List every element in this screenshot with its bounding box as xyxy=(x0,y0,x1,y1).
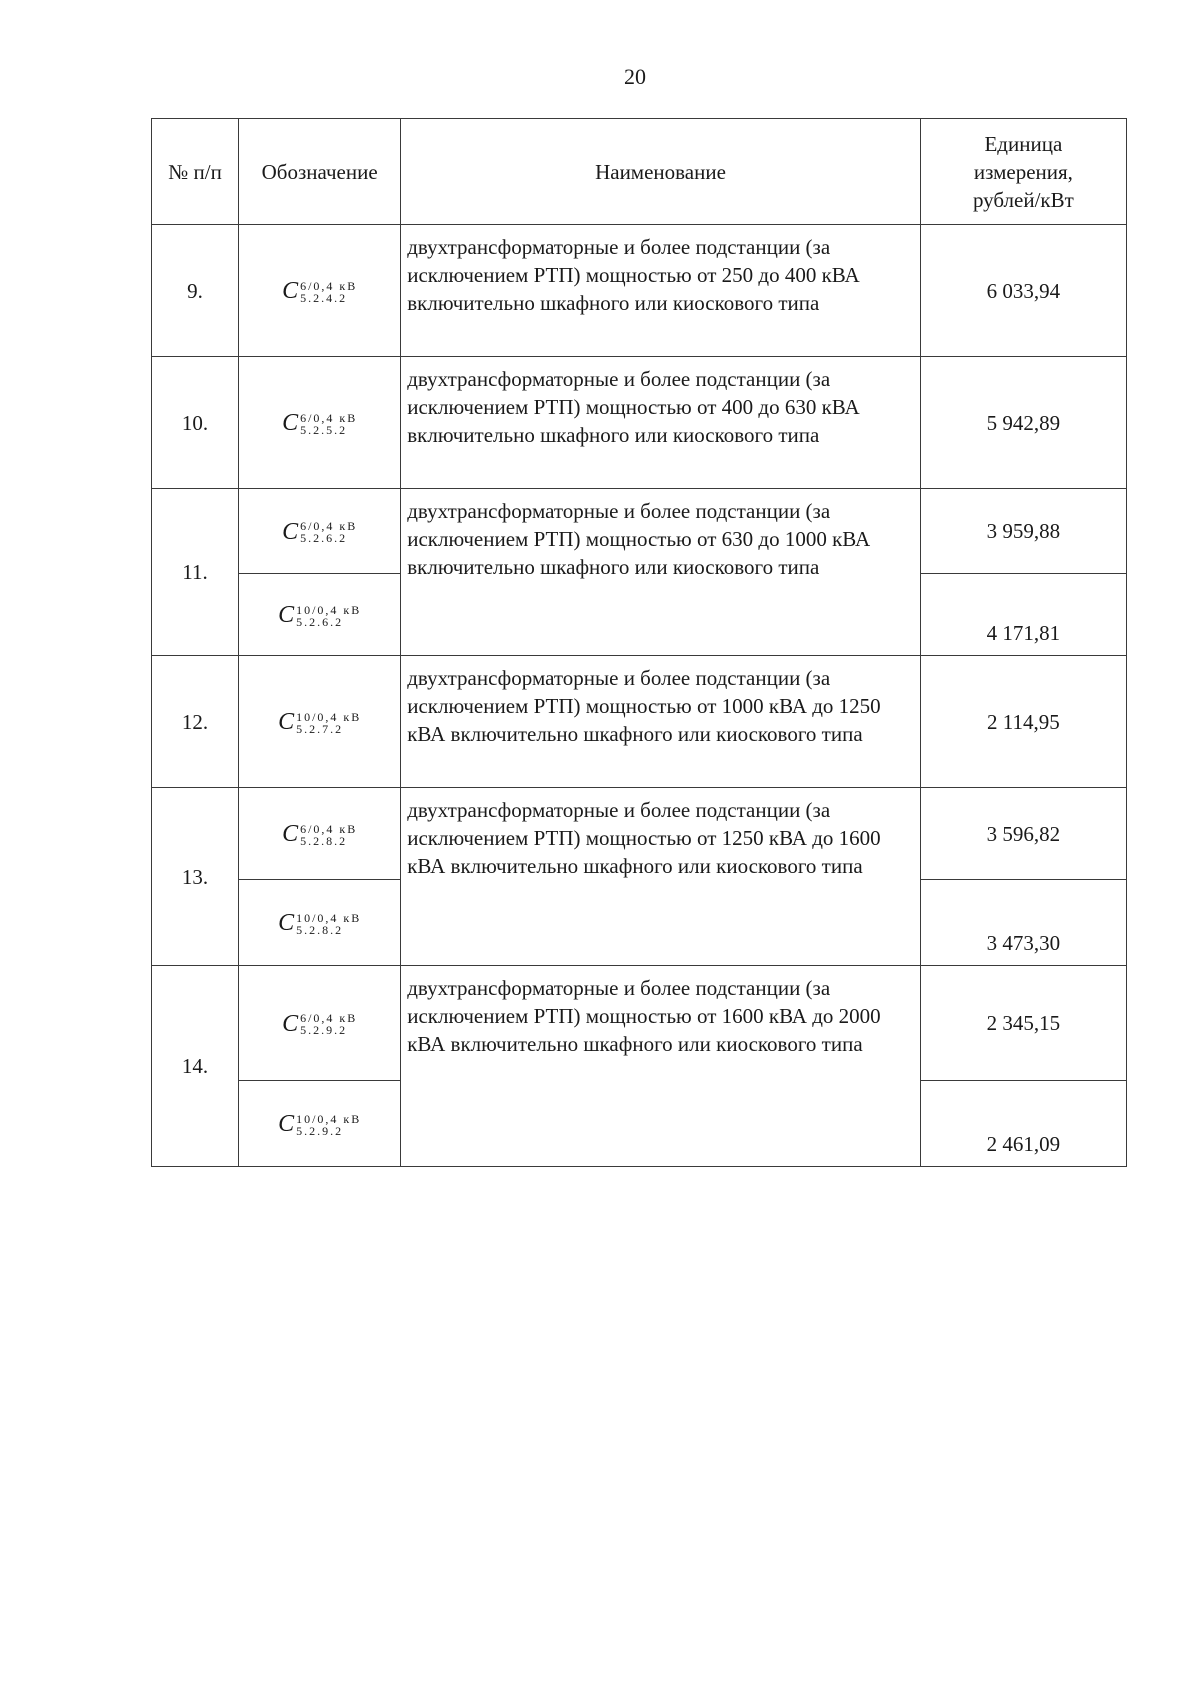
designation-letter: C xyxy=(282,519,299,546)
table-row xyxy=(152,788,1127,880)
item-name: двухтрансформаторные и более подстанции (за исключением РТП) мощностью от 1600 кВА до 2000 кВА включительно шкафного или киоскового типа xyxy=(401,966,921,1167)
designation-index: 5.2.8.2 xyxy=(296,922,344,937)
table-row xyxy=(152,489,1127,574)
designation-letter: C xyxy=(282,1011,299,1038)
price-value: 4 171,81 xyxy=(920,574,1126,656)
designation-symbol xyxy=(282,275,357,305)
designation-symbol xyxy=(282,1008,357,1038)
designation-letter: C xyxy=(282,821,299,848)
designation-letter: C xyxy=(278,910,295,937)
designation-cell xyxy=(239,656,401,788)
designation-cell xyxy=(239,225,401,357)
designation-voltage: 6/0,4 кВ xyxy=(300,278,358,293)
price-value: 3 596,82 xyxy=(920,788,1126,880)
table-row xyxy=(152,225,1127,357)
designation-cell xyxy=(239,788,401,880)
designation-symbol xyxy=(278,706,361,736)
designation-letter: C xyxy=(282,278,299,305)
designation-voltage: 10/0,4 кВ xyxy=(296,910,362,925)
designation-cell xyxy=(239,489,401,574)
designation-cell xyxy=(239,880,401,966)
price-value: 3 473,30 xyxy=(920,880,1126,966)
item-name: двухтрансформаторные и более подстанции (за исключением РТП) мощностью от 250 до 400 кВА включительно шкафного или киоскового типа xyxy=(401,225,921,357)
designation-symbol xyxy=(278,599,361,629)
item-name: двухтрансформаторные и более подстанции (за исключением РТП) мощностью от 400 до 630 кВА включительно шкафного или киоскового типа xyxy=(401,357,921,489)
designation-cell xyxy=(239,966,401,1081)
price-value: 3 959,88 xyxy=(920,489,1126,574)
item-name: двухтрансформаторные и более подстанции (за исключением РТП) мощностью от 1000 кВА до 1250 кВА включительно шкафного или киоскового типа xyxy=(401,656,921,788)
designation-letter: C xyxy=(278,1111,295,1138)
row-number: 13. xyxy=(152,788,239,966)
row-number: 12. xyxy=(152,656,239,788)
table-row xyxy=(152,656,1127,788)
page-number: 20 xyxy=(624,64,646,89)
price-value: 2 461,09 xyxy=(920,1081,1126,1167)
designation-voltage: 6/0,4 кВ xyxy=(300,519,358,534)
header-num: № п/п xyxy=(152,119,239,225)
designation-cell xyxy=(239,1081,401,1167)
header-unit-label: Единица измерения, рублей/кВт xyxy=(972,131,1074,212)
item-name: двухтрансформаторные и более подстанции (за исключением РТП) мощностью от 1250 кВА до 1600 кВА включительно шкафного или киоскового типа xyxy=(401,788,921,966)
price-value: 2 114,95 xyxy=(920,656,1126,788)
price-value: 2 345,15 xyxy=(920,966,1126,1081)
designation-symbol xyxy=(282,818,357,848)
designation-index: 5.2.9.2 xyxy=(296,1123,344,1138)
tariff-table xyxy=(151,118,1127,1167)
table-header-row xyxy=(152,119,1127,225)
row-number: 10. xyxy=(152,357,239,489)
designation-symbol xyxy=(278,1108,361,1138)
designation-voltage: 6/0,4 кВ xyxy=(300,410,358,425)
designation-voltage: 6/0,4 кВ xyxy=(300,821,358,836)
table-row xyxy=(152,966,1127,1081)
designation-index: 5.2.9.2 xyxy=(300,1023,348,1038)
table-body xyxy=(152,225,1127,1167)
designation-index: 5.2.4.2 xyxy=(300,290,348,305)
designation-index: 5.2.6.2 xyxy=(300,531,348,546)
item-name: двухтрансформаторные и более подстанции (за исключением РТП) мощностью от 630 до 1000 кВА включительно шкафного или киоскового типа xyxy=(401,489,921,656)
designation-index: 5.2.7.2 xyxy=(296,721,344,736)
designation-symbol xyxy=(282,407,357,437)
row-number: 9. xyxy=(152,225,239,357)
designation-symbol xyxy=(282,516,357,546)
designation-voltage: 10/0,4 кВ xyxy=(296,1111,362,1126)
designation-index: 5.2.6.2 xyxy=(296,614,344,629)
row-number: 11. xyxy=(152,489,239,656)
table-row xyxy=(152,357,1127,489)
designation-voltage: 10/0,4 кВ xyxy=(296,709,362,724)
designation-letter: C xyxy=(282,410,299,437)
designation-letter: C xyxy=(278,602,295,629)
price-value: 6 033,94 xyxy=(920,225,1126,357)
header-unit xyxy=(920,119,1126,225)
designation-index: 5.2.8.2 xyxy=(300,833,348,848)
designation-cell xyxy=(239,357,401,489)
designation-index: 5.2.5.2 xyxy=(300,422,348,437)
price-value: 5 942,89 xyxy=(920,357,1126,489)
designation-symbol xyxy=(278,907,361,937)
designation-voltage: 10/0,4 кВ xyxy=(296,602,362,617)
header-name: Наименование xyxy=(401,119,921,225)
designation-voltage: 6/0,4 кВ xyxy=(300,1011,358,1026)
designation-cell xyxy=(239,574,401,656)
header-code: Обозначение xyxy=(239,119,401,225)
designation-letter: C xyxy=(278,709,295,736)
row-number: 14. xyxy=(152,966,239,1167)
